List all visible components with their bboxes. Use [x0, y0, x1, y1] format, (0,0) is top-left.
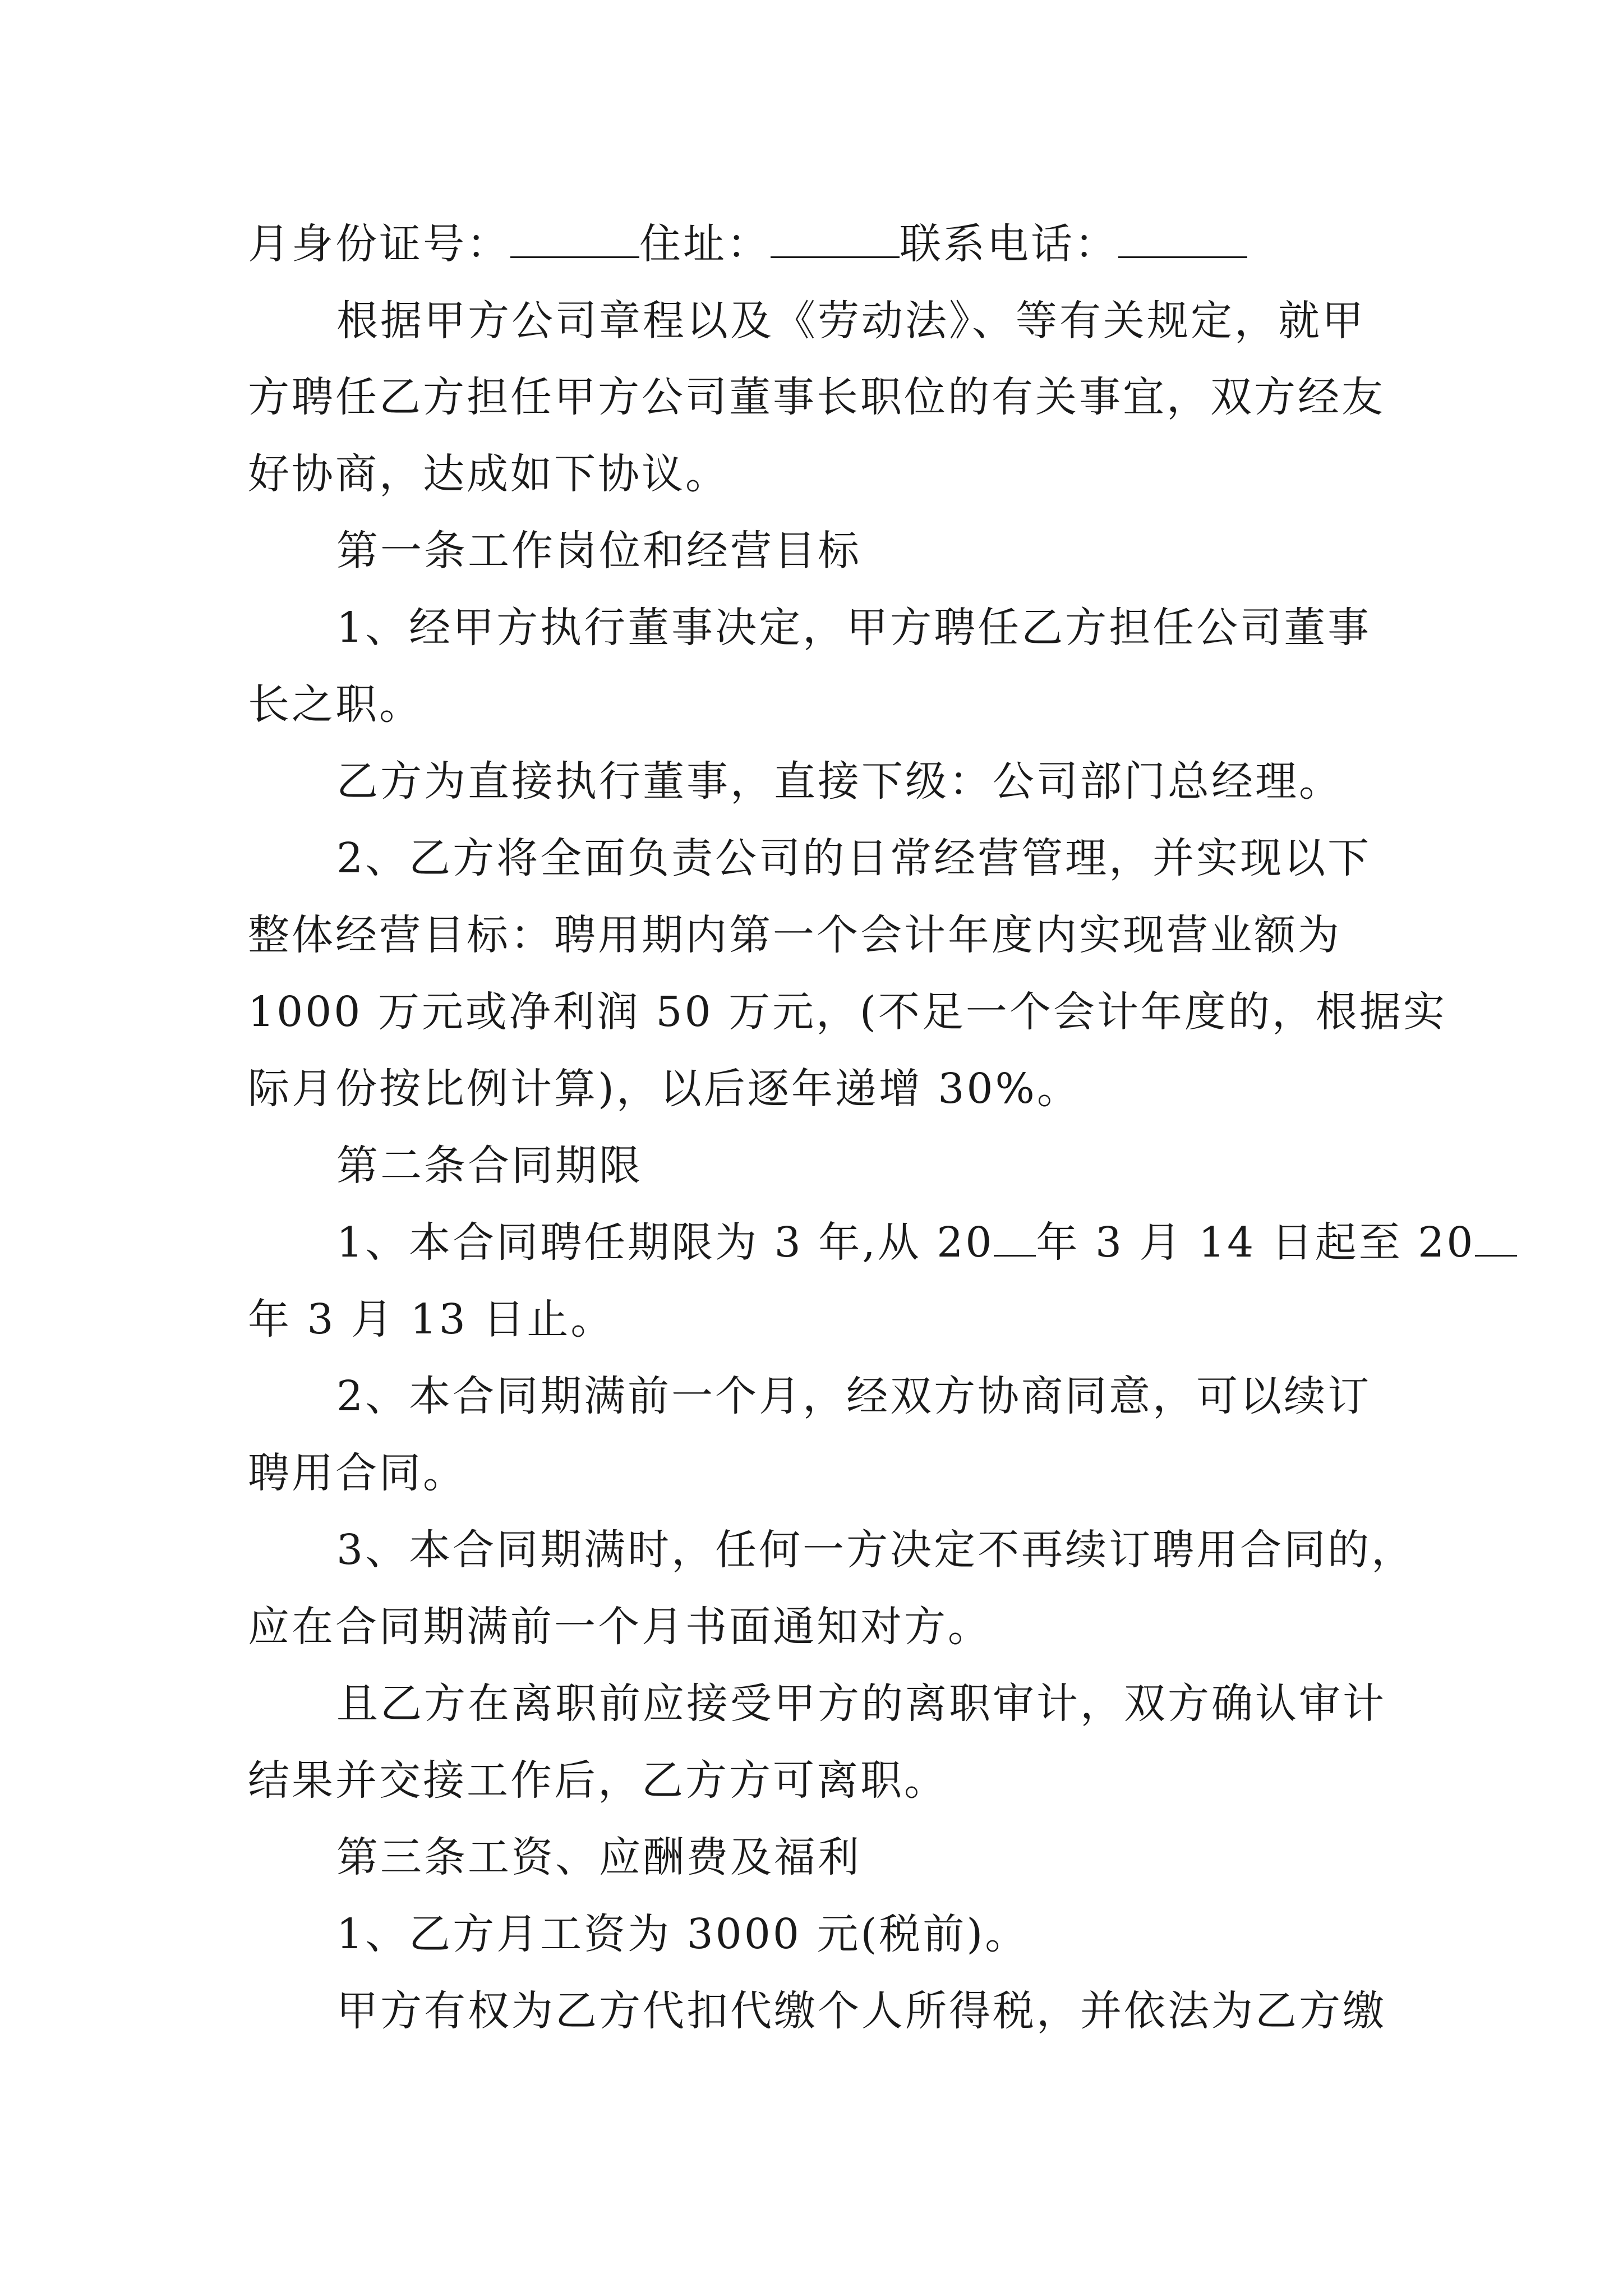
term-start-text: 1、本合同聘任期限为 3 年,从 20: [336, 1218, 994, 1267]
phone-blank: [1118, 216, 1247, 258]
intro-paragraph-line: 根据甲方公司章程以及《劳动法》、等有关规定，就甲: [336, 297, 1366, 345]
article-1-clause-1-line: 长之职。: [248, 680, 423, 729]
address-label: 住址：: [639, 220, 771, 268]
article-2-audit-line: 结果并交接工作后，乙方方可离职。: [248, 1756, 948, 1805]
article-2-title: 第二条合同期限: [336, 1142, 643, 1190]
phone-label: 联系电话：: [900, 220, 1118, 268]
article-2-clause-2-line: 2、本合同期满前一个月，经双方协商同意，可以续订: [336, 1372, 1372, 1420]
start-year-blank: [994, 1214, 1036, 1257]
article-2-clause-2-line: 聘用合同。: [248, 1449, 467, 1497]
address-blank: [771, 216, 900, 258]
article-3-salary-line: 1、乙方月工资为 3000 元(税前)。: [336, 1910, 1029, 1958]
term-end-text: 年 3 月 14 日起至 20: [1036, 1218, 1476, 1267]
article-1-clause-1-line: 1、经甲方执行董事决定，甲方聘任乙方担任公司董事: [336, 604, 1372, 652]
article-1-title: 第一条工作岗位和经营目标: [336, 527, 861, 575]
article-1-clause-2-line: 整体经营目标：聘用期内第一个会计年度内实现营业额为: [248, 911, 1341, 959]
intro-paragraph-line: 好协商，达成如下协议。: [248, 450, 729, 498]
end-year-blank: [1475, 1214, 1517, 1257]
article-2-clause-1-line: 年 3 月 13 日止。: [248, 1295, 615, 1343]
article-3-tax-line: 甲方有权为乙方代扣代缴个人所得税，并依法为乙方缴: [336, 1987, 1386, 2035]
article-2-clause-3-line: 3、本合同期满时，任何一方决定不再续订聘用合同的，: [336, 1526, 1415, 1574]
id-number-label: 月身份证号：: [248, 220, 510, 268]
id-number-blank: [510, 216, 639, 258]
article-2-clause-1-line: [336, 1214, 1517, 1271]
article-1-clause-2-line: 2、乙方将全面负责公司的日常经营管理，并实现以下: [336, 834, 1372, 882]
article-2-clause-3-line: 应在合同期满前一个月书面通知对方。: [248, 1603, 992, 1651]
id-address-phone-line: [248, 216, 1247, 272]
article-2-audit-line: 且乙方在离职前应接受甲方的离职审计，双方确认审计: [336, 1680, 1386, 1728]
article-1-clause-2-line: 际月份按比例计算)，以后逐年递增 30%。: [248, 1065, 1081, 1113]
article-1-clause-2-line: 1000 万元或净利润 50 万元，(不足一个会计年度的，根据实: [248, 988, 1447, 1036]
article-3-title: 第三条工资、应酬费及福利: [336, 1833, 861, 1881]
intro-paragraph-line: 方聘任乙方担任甲方公司董事长职位的有关事宜，双方经友: [248, 373, 1385, 421]
article-1-reporting-line: 乙方为直接执行董事，直接下级：公司部门总经理。: [336, 757, 1343, 806]
